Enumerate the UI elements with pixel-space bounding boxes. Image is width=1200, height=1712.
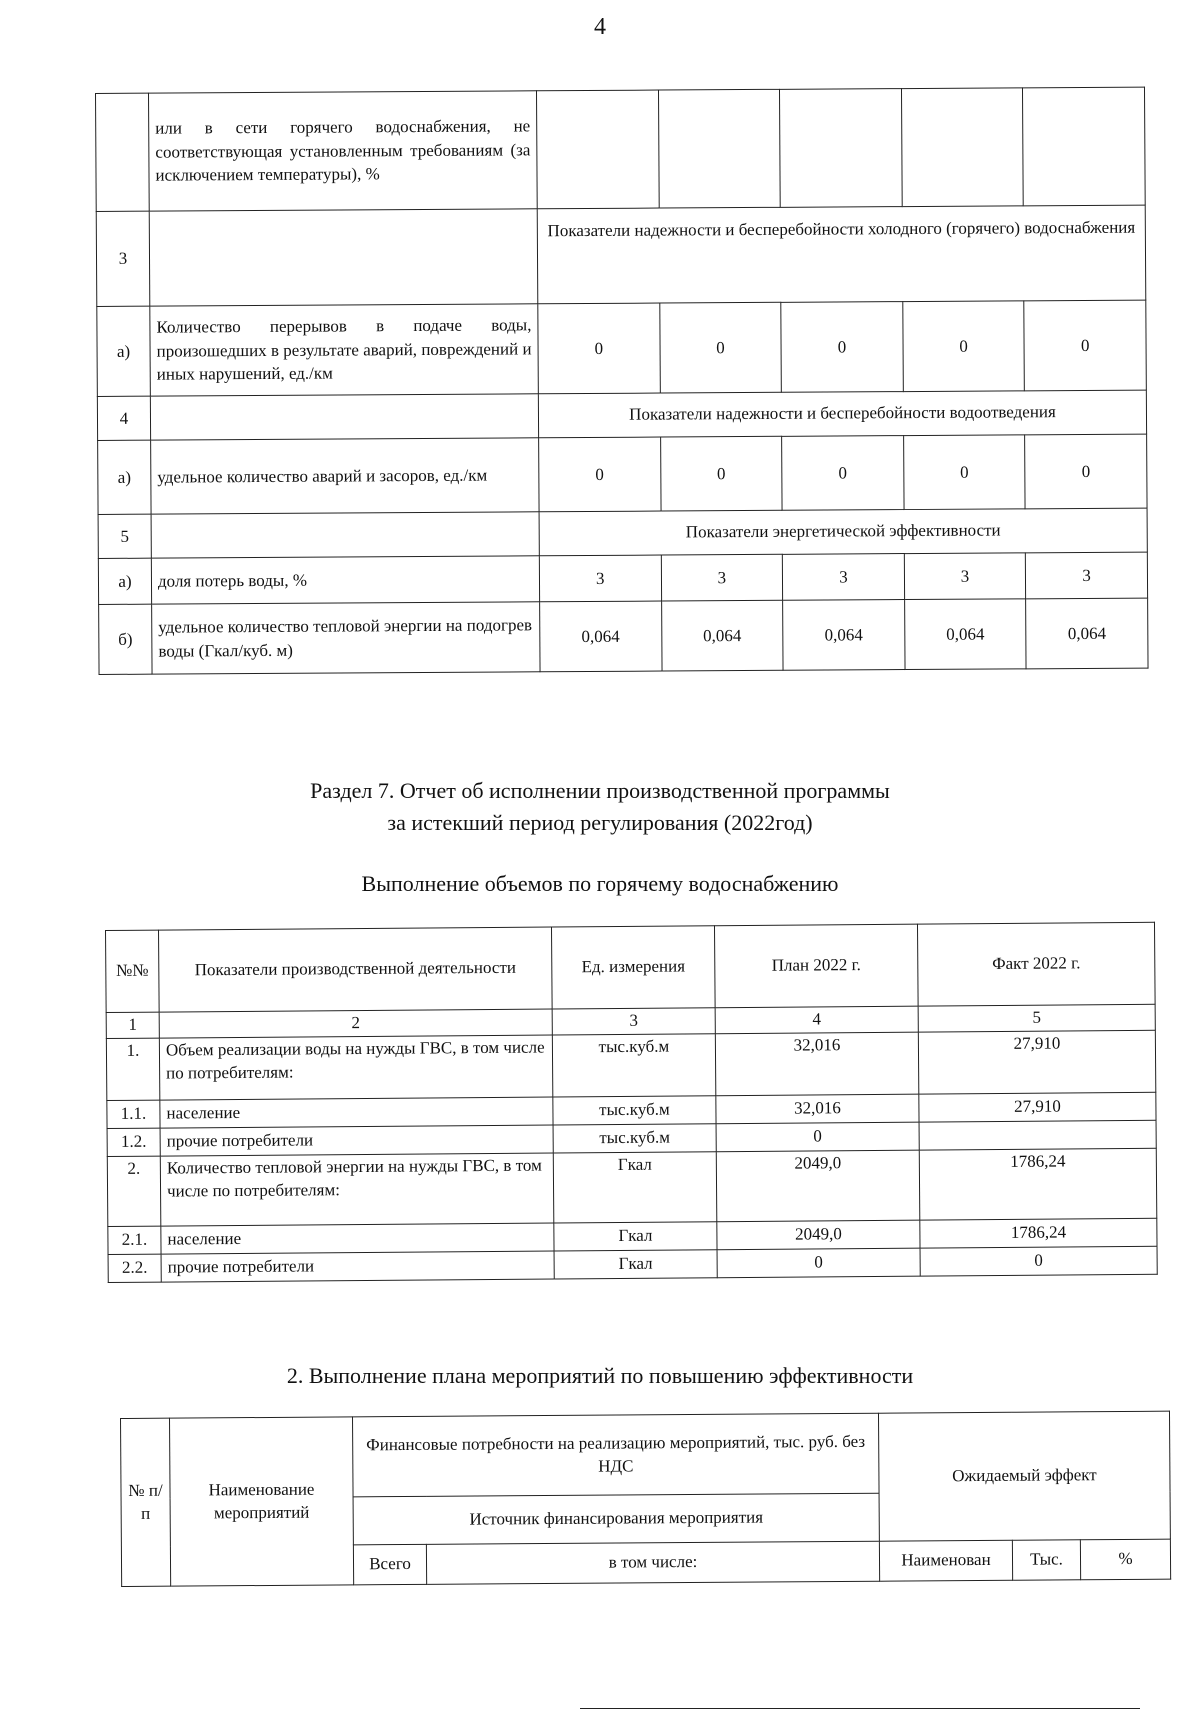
- table-row: б) удельное количество тепловой энергии на подогрев воды (Гкал/куб. м) 0,064 0,064 0,064 0,064 0,064: [99, 598, 1148, 674]
- table-row: а) доля потерь воды, % 3 3 3 3 3: [98, 552, 1147, 604]
- table-row: 2. Количество тепловой энергии на нужды ГВС, в том числе по потребителям: Гкал 2049,0 1786,24: [107, 1148, 1157, 1226]
- header-row: №№ Показатели производственной деятельности Ед. измерения План 2022 г. Факт 2022 г.: [106, 922, 1156, 1012]
- section-row: [96, 205, 1146, 306]
- header-row: № п/п Наименование мероприятий Финансовые потребности на реализацию мероприятий, тыс. руб. без НДС Ожидаемый эффект: [121, 1411, 1171, 1498]
- section-row: 4 Показатели надежности и бесперебойности водоотведения: [97, 390, 1146, 440]
- header-row: Всего в том числе: Наименован Тыс. %: [121, 1539, 1170, 1586]
- footer-divider: [580, 1708, 1140, 1709]
- page-number: 4: [594, 14, 606, 40]
- section-num: 3: [96, 211, 150, 306]
- table-row: 1.1. население тыс.куб.м 32,016 27,910: [107, 1092, 1156, 1128]
- table-row: а) удельное количество аварий и засоров, ед./км 0 0 0 0 0: [98, 434, 1147, 514]
- section-header: Показатели надежности и бесперебойности водоотведения: [538, 390, 1146, 438]
- table-row: 1. Объем реализации воды на нужды ГВС, в том числе по потребителям: тыс.куб.м 32,016 27,910: [106, 1030, 1155, 1100]
- section-row: 5 Показатели энергетической эффективности: [98, 508, 1147, 558]
- section2-title: 2. Выполнение плана мероприятий по повышению эффективности: [286, 1363, 914, 1388]
- indicators-table: [95, 87, 1149, 675]
- header-row: Источник финансирования мероприятия: [121, 1491, 1170, 1546]
- table-row: 1.2. прочие потребители тыс.куб.м 0: [107, 1120, 1156, 1156]
- section7-title-line1: Раздел 7. Отчет об исполнении производственной программы: [310, 778, 890, 803]
- hot-water-table: [105, 922, 1158, 1283]
- table-row: [96, 87, 1146, 211]
- section-header: Показатели энергетической эффективности: [539, 508, 1147, 556]
- efficiency-measures-table: [120, 1411, 1171, 1587]
- table-row: 2.1. население Гкал 2049,0 1786,24: [108, 1218, 1157, 1254]
- continued-row-text: или в сети горячего водоснабжения, не соответствующая установленным требованиям (за исключением температуры), %: [149, 91, 538, 211]
- section7-title-line2: за истекший период регулирования (2022год): [387, 809, 813, 835]
- table-row: а) Количество перерывов в подаче воды, произошедших в результате аварий, повреждений и иных нарушений, ед./км 0 0 0 0 0: [97, 300, 1147, 396]
- section7-title: [0, 775, 1200, 839]
- table-row: 2.2. прочие потребители Гкал 0 0: [108, 1246, 1157, 1282]
- column-numbers-row: 1 2 3 4 5: [106, 1004, 1155, 1038]
- section7-subtitle: Выполнение объемов по горячему водоснабжению: [361, 871, 839, 896]
- section-header: Показатели надежности и бесперебойности холодного (горячего) водоснабжения: [537, 205, 1146, 304]
